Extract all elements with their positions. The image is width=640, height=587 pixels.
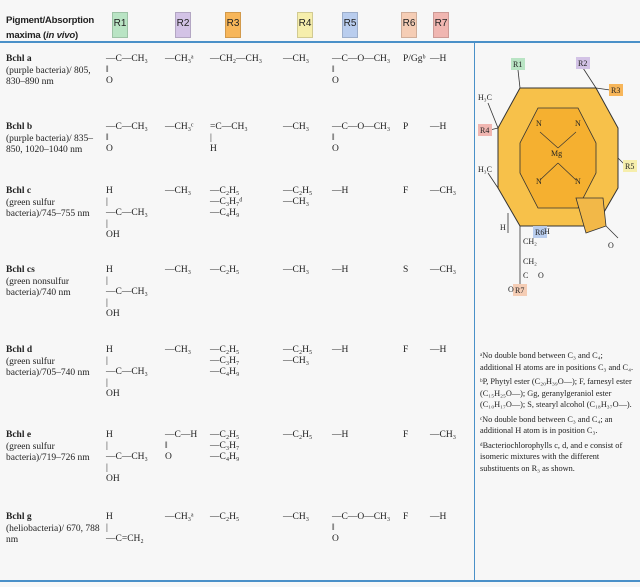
cell-line: —C₃H₇ᵈ [210,197,243,207]
structure-label: R7 [515,286,525,295]
structure-label: H [544,227,550,236]
cell-r6 [403,265,408,276]
cell-r7 [430,265,456,276]
compound-name: Bchl e [6,430,32,440]
bacteriochlorophyll-structure [478,48,638,298]
cell-line: —H [332,345,349,355]
structure-label: O [608,241,614,250]
cell-r5 [332,512,390,545]
cell-line: —CH₃ [165,186,192,196]
cell-r6 [403,186,408,197]
structure-label: R2 [578,59,588,68]
compound-description: (heliobacteria)/ 670, 788 nm [6,523,100,545]
cell-r2 [165,345,191,356]
cell-line: —C—CH₃ [106,208,148,218]
cell-line: —CH₃ [283,54,310,64]
column-badge-r3: R3 [225,12,241,38]
structure-label: R3 [611,86,621,95]
cell-line: | [106,378,108,388]
cell-line: | [106,441,108,451]
cell-r1 [106,54,148,87]
cell-line: O [332,534,339,544]
cell-r3 [210,186,242,219]
cell-line: —C—O—CH₃ [332,122,391,132]
cell-r6 [403,54,425,65]
compound-5 [6,430,106,465]
structure-label: H₃C [478,93,492,102]
cell-line: ‖ [106,65,109,75]
cell-r1 [106,430,148,485]
cell-line: O [106,144,113,154]
header-label-line2: maxima (in vivo) [6,30,78,41]
cell-line: —C₄H₉ [210,367,240,377]
structure-label: N [536,119,542,128]
header-label-line1: Pigment/Absorption [6,15,95,26]
cell-line: H [106,430,113,440]
cell-line: | [106,356,108,366]
cell-line: S [403,265,409,275]
cell-line: —CH₃ [283,512,310,522]
cell-r5 [332,122,390,155]
cell-line: —C₂H₅ [283,186,313,196]
column-badge-r1: R1 [112,12,128,38]
cell-r4 [283,265,309,276]
cell-line: —H [430,512,447,522]
structure-label: O [538,271,544,280]
compound-2 [6,186,106,221]
cell-line: F [403,512,409,522]
cell-line: —CH₃ᵃ [165,512,194,522]
cell-r3 [210,54,262,65]
cell-line: O [332,76,339,86]
structure-label: N [575,119,581,128]
cell-line: —H [332,265,349,275]
cell-r4 [283,54,309,65]
cell-r6 [403,122,408,133]
compound-description: (purple bacteria)/ 835–850, 1020–1040 nm [6,133,94,155]
cell-r3 [210,512,239,523]
cell-line: H [210,144,217,154]
compound-description: (purple bacteria)/ 805, 830–890 nm [6,65,91,87]
structure-label: H₃C [478,165,492,174]
cell-r3 [210,430,239,463]
cell-line: —C₃H₇ [210,441,240,451]
cell-r1 [106,122,148,155]
column-divider [474,43,475,580]
footnote-3: ᵈBacteriochlorophylls c, d, and e consist of isomeric mixtures with the different substituents on R₃ as shown. [480,440,623,473]
cell-r4 [283,122,309,133]
structure-label: R1 [513,60,523,69]
cell-line: —C₂H₅ [210,345,240,355]
structure-label: R4 [480,126,490,135]
cell-r2 [165,265,191,276]
compound-name: Bchl cs [6,265,35,275]
cell-r7 [430,345,446,356]
cell-line: —C₃H₇ [210,356,240,366]
cell-line: | [106,298,108,308]
cell-line: —CH₃ [283,197,310,207]
cell-line: —C—O—CH₃ [332,512,391,522]
cell-r3 [210,345,239,378]
column-badge-r7: R7 [433,12,449,38]
compound-0 [6,54,106,89]
cell-line: | [106,276,108,286]
cell-line: —C—CH₃ [106,54,148,64]
cell-line: H [106,265,113,275]
header-label [6,13,106,43]
cell-line: —C₂H₅ [210,512,240,522]
cell-line: ‖ [332,523,335,533]
cell-line: —H [430,54,447,64]
cell-r3 [210,265,239,276]
cell-r7 [430,430,456,441]
cell-line: —CH₃ [430,265,457,275]
structure-label: Mg [551,149,563,158]
cell-r3 [210,122,248,155]
footnote-0: ᵃNo double bond between C₃ and C₄; additional H atoms are in positions C₃ and C₄. [480,351,634,372]
cell-line: —C₂H₅ [283,430,313,440]
cell-line: —H [332,430,349,440]
cell-line: —C₂H₅ [210,186,240,196]
column-badge-r2: R2 [175,12,191,38]
cell-line: —CH₃ [283,122,310,132]
cell-line: —C—CH₃ [106,287,148,297]
cell-line: —CH₃ᶜ [165,122,194,132]
cell-line: O [332,144,339,154]
cell-r1 [106,265,148,320]
compound-description: (green sulfur bacteria)/705–740 nm [6,356,90,378]
compound-name: Bchl d [6,345,33,355]
cell-line: H [106,512,113,522]
cell-line: | [106,463,108,473]
cell-line: ‖ [332,65,335,75]
footnote-2: ᶜNo double bond between C₃ and C₄; an additional H atom is in position C₃. [480,414,613,435]
compound-name: Bchl g [6,512,32,522]
cell-line: —CH₃ [165,265,192,275]
cell-line: OH [106,474,120,484]
cell-line: O [106,76,113,86]
cell-line: ‖ [332,133,335,143]
cell-line: —C=CH₂ [106,534,144,544]
footnotes [480,350,636,477]
cell-line: —CH₃ [430,430,457,440]
cell-r4 [283,512,309,523]
structure-label: CH₂ [523,237,537,246]
compound-name: Bchl c [6,186,32,196]
cell-line: | [106,197,108,207]
cell-r1 [106,345,148,400]
cell-line: —H [430,122,447,132]
cell-line: —H [332,186,349,196]
compound-name: Bchl a [6,54,32,64]
cell-r6 [403,345,408,356]
compound-3 [6,265,106,300]
cell-r6 [403,512,408,523]
structure-label: N [536,177,542,186]
cell-line: —C₂H₅ [210,265,240,275]
cell-line: OH [106,309,120,319]
cell-line: P/Ggᵇ [403,54,426,64]
cell-r5 [332,430,348,441]
footnote-1: ᵇP, Phytyl ester (C₂₀H₃₉O—); F, farnesyl ester (C₁₅H₂₅O—); Gg, geranylgeraniol ester (C₁₀H₁₇O—); S, stearyl alcohol (C₁₈H₃₇O—). [480,377,632,409]
structure-label: O [508,285,514,294]
cell-r5 [332,54,390,87]
compound-description: (green sulfur bacteria)/719–726 nm [6,441,90,463]
cell-r4 [283,430,312,441]
bottom-rule [0,580,640,582]
cell-r1 [106,512,144,545]
cell-r2 [165,54,194,65]
structure-label: R6 [535,228,545,237]
cell-r6 [403,430,408,441]
cell-r2 [165,122,193,133]
cell-r7 [430,512,446,523]
column-badge-r4: R4 [297,12,313,38]
cell-line: H [106,345,113,355]
cell-line: —C₄H₉ [210,452,240,462]
cell-line: P [403,122,409,132]
cell-r5 [332,186,348,197]
cell-line: —CH₃ᵃ [165,54,194,64]
cell-line: —CH₃ [430,186,457,196]
cell-r4 [283,345,312,367]
cell-line: —CH₃ [283,265,310,275]
column-badge-r5: R5 [342,12,358,38]
cell-line: F [403,186,409,196]
cell-line: | [106,523,108,533]
cell-line: O [165,452,172,462]
cell-line: —C₂H₅ [210,430,240,440]
cell-line: —C₂H₅ [283,345,313,355]
cell-line: —C₄H₉ [210,208,240,218]
cell-r7 [430,186,456,197]
cell-line: | [210,133,212,143]
structure-label: C [523,271,529,280]
cell-r2 [165,430,197,463]
column-badge-r6: R6 [401,12,417,38]
cell-r1 [106,186,148,241]
cell-r7 [430,54,446,65]
cell-line: —C—CH₃ [106,122,148,132]
cell-line: ‖ [106,133,109,143]
cell-r2 [165,186,191,197]
cell-r7 [430,122,446,133]
cell-line: —C—CH₃ [106,367,148,377]
cell-line: —C—CH₃ [106,452,148,462]
cell-line: ‖ [165,441,168,451]
top-rule [0,41,640,43]
cell-r5 [332,265,348,276]
cell-line: OH [106,230,120,240]
structure-label: H [500,223,506,232]
compound-description: (green sulfur bacteria)/745–755 nm [6,197,90,219]
compound-4 [6,345,106,380]
cell-line: —H [430,345,447,355]
cell-r4 [283,186,312,208]
cell-line: OH [106,389,120,399]
cell-line: —CH₃ [165,345,192,355]
cell-line: —C—O—CH₃ [332,54,391,64]
compound-6 [6,512,106,547]
cell-r2 [165,512,194,523]
cell-line: —CH₂—CH₃ [210,54,263,64]
cell-line: F [403,430,409,440]
cell-r5 [332,345,348,356]
cell-line: =C—CH₃ [210,122,248,132]
compound-name: Bchl b [6,122,33,132]
cell-line: | [106,219,108,229]
structure-label: N [575,177,581,186]
structure-label: R5 [625,162,635,171]
cell-line: F [403,345,409,355]
cell-line: —CH₃ [283,356,310,366]
compound-description: (green nonsulfur bacteria)/740 nm [6,276,71,298]
cell-line: H [106,186,113,196]
compound-1 [6,122,106,157]
structure-label: CH₂ [523,257,537,266]
cell-line: —C—H [165,430,198,440]
